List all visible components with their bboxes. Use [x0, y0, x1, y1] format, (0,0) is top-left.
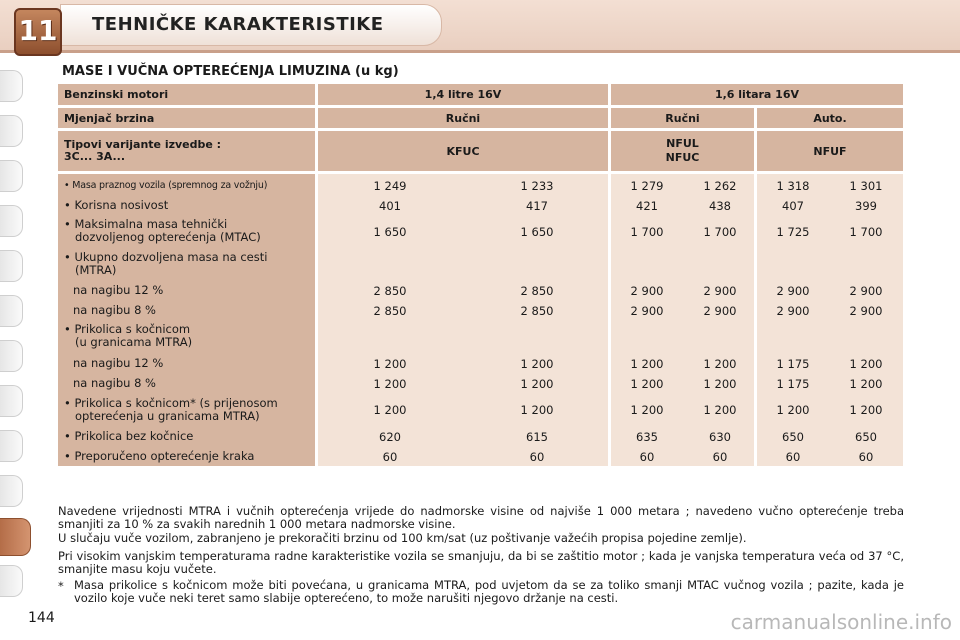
- table-cell: 1 200: [776, 403, 810, 417]
- header-engine-2: 1,6 litara 16V: [611, 84, 903, 105]
- table-cell: 60: [639, 450, 655, 464]
- table-cell: 1 700: [630, 225, 664, 239]
- row-label-braked-trailer-line1: • Prikolica s kočnicom: [64, 322, 191, 336]
- table-cell: 1 200: [703, 403, 737, 417]
- page-number: 144: [28, 610, 55, 626]
- table-cell: 1 725: [776, 225, 810, 239]
- table-cell: 1 200: [373, 357, 407, 371]
- note-temperature: Pri visokim vanjskim temperaturama radne karakteristike vozila se smanjuju, da bi se zaštitio motor ; kada je vanjska temperatura veća od 37 °C, smanjite masu koju vučete.: [58, 549, 904, 576]
- section-title: MASE I VUČNA OPTEREĆENJA LIMUZINA (u kg): [62, 64, 399, 79]
- table-cell: 1 233: [520, 179, 554, 193]
- header-engine-1: 1,4 litre 16V: [318, 84, 608, 105]
- table-cell: 2 850: [373, 284, 407, 298]
- table-cell: 1 200: [849, 357, 883, 371]
- data-column-2-bg: [611, 174, 754, 466]
- table-cell: 399: [855, 199, 877, 213]
- table-cell: 1 200: [373, 403, 407, 417]
- side-tab-2[interactable]: [0, 115, 23, 147]
- row-label-empty-mass: • Masa praznog vozila (spremnog za vožnju): [64, 180, 268, 191]
- table-cell: 2 850: [373, 304, 407, 318]
- table-cell: 438: [709, 199, 731, 213]
- row-label-mtac: [64, 218, 261, 244]
- row-label-mtra-line2: (MTRA): [75, 263, 117, 277]
- header-type-label-line1: Tipovi varijante izvedbe :: [64, 138, 222, 151]
- row-label-braked-trailer-line2: (u granicama MTRA): [75, 335, 193, 349]
- table-cell: 401: [379, 199, 401, 213]
- header-type-3: NFUF: [757, 131, 903, 171]
- table-cell: 1 200: [630, 377, 664, 391]
- header-gearbox-3: Auto.: [757, 108, 903, 128]
- table-cell: 417: [526, 199, 548, 213]
- table-cell: 620: [379, 430, 401, 444]
- table-cell: 1 200: [849, 377, 883, 391]
- table-cell: 1 200: [520, 357, 554, 371]
- table-cell: 1 200: [520, 403, 554, 417]
- row-label-nose-weight: • Preporučeno opterećenje kraka: [64, 449, 255, 463]
- chapter-number-badge: 11: [14, 8, 62, 56]
- table-cell: 1 200: [703, 357, 737, 371]
- table-cell: 650: [855, 430, 877, 444]
- table-cell: 60: [712, 450, 728, 464]
- table-cell: 2 900: [630, 284, 664, 298]
- footnote-mark: *: [58, 579, 64, 593]
- side-tab-4[interactable]: [0, 205, 23, 237]
- table-cell: 421: [636, 199, 658, 213]
- table-cell: 60: [529, 450, 545, 464]
- row-label-mtra-12: na nagibu 12 %: [73, 283, 164, 297]
- table-cell: 615: [526, 430, 548, 444]
- side-tab-8[interactable]: [0, 385, 23, 417]
- table-cell: 1 249: [373, 179, 407, 193]
- row-label-braked-transfer-line2: opterećenja u granicama MTRA): [75, 409, 260, 423]
- header-gearbox-label: Mjenjač brzina: [58, 108, 315, 128]
- header-engine-label: Benzinski motori: [58, 84, 315, 105]
- side-tab-1[interactable]: [0, 70, 23, 102]
- table-cell: 1 175: [776, 377, 810, 391]
- side-tab-7[interactable]: [0, 340, 23, 372]
- table-cell: 1 700: [849, 225, 883, 239]
- row-label-mtra-line1: • Ukupno dozvoljena masa na cesti: [64, 250, 268, 264]
- row-label-braked-trailer: [64, 323, 192, 349]
- table-cell: 2 850: [520, 304, 554, 318]
- header-type-2-line1: NFUL: [666, 137, 699, 150]
- table-cell: 1 700: [703, 225, 737, 239]
- side-tab-3[interactable]: [0, 160, 23, 192]
- table-cell: 2 900: [776, 304, 810, 318]
- table-cell: 407: [782, 199, 804, 213]
- row-label-mtac-line1: • Maksimalna masa tehnički: [64, 217, 228, 231]
- header-gearbox-1: Ručni: [318, 108, 608, 128]
- table-cell: 1 200: [520, 377, 554, 391]
- table-cell: 1 200: [630, 403, 664, 417]
- table-cell: 635: [636, 430, 658, 444]
- row-label-braked-8: na nagibu 8 %: [73, 376, 156, 390]
- row-label-braked-12: na nagibu 12 %: [73, 356, 164, 370]
- table-cell: 1 650: [520, 225, 554, 239]
- header-type-2-line2: NFUC: [665, 151, 700, 164]
- table-cell: 1 200: [703, 377, 737, 391]
- side-tab-9[interactable]: [0, 430, 23, 462]
- table-cell: 60: [858, 450, 874, 464]
- table-cell: 2 900: [776, 284, 810, 298]
- note-speed-limit: U slučaju vuče vozilom, zabranjeno je prekoračiti brzinu od 100 km/sat (uz poštivanje važećih propisa pojedine zemlje).: [58, 531, 747, 545]
- table-cell: 2 900: [703, 284, 737, 298]
- table-cell: 1 279: [630, 179, 664, 193]
- table-cell: 60: [785, 450, 801, 464]
- table-cell: 1 650: [373, 225, 407, 239]
- table-cell: 1 318: [776, 179, 810, 193]
- side-tab-10[interactable]: [0, 475, 23, 507]
- table-cell: 1 262: [703, 179, 737, 193]
- data-column-3-bg: [757, 174, 903, 466]
- header-type-2: [611, 131, 754, 171]
- row-label-braked-transfer: [64, 397, 278, 423]
- table-cell: 650: [782, 430, 804, 444]
- header-type-1: KFUC: [318, 131, 608, 171]
- watermark: carmanualsonline.info: [730, 610, 952, 634]
- header-divider: [0, 50, 960, 53]
- table-cell: 2 850: [520, 284, 554, 298]
- side-tab-12[interactable]: [0, 565, 23, 597]
- side-tab-6[interactable]: [0, 295, 23, 327]
- row-label-braked-transfer-line1: • Prikolica s kočnicom* (s prijenosom: [64, 396, 278, 410]
- side-tab-11-active[interactable]: [0, 518, 31, 556]
- header-type-label: [58, 131, 315, 171]
- table-cell: 1 301: [849, 179, 883, 193]
- row-label-payload: • Korisna nosivost: [64, 198, 169, 212]
- header-gearbox-2: Ručni: [611, 108, 754, 128]
- side-tab-5[interactable]: [0, 250, 23, 282]
- table-cell: 2 900: [630, 304, 664, 318]
- note-altitude: Navedene vrijednosti MTRA i vučnih opterećenja vrijede do nadmorske visine od najviše 1 000 metara ; navedeno vučno opterećenje treba smanjiti za 10 % za svakih narednih 1 000 metara nadmorske visine.: [58, 504, 904, 531]
- table-cell: 2 900: [849, 284, 883, 298]
- table-cell: 2 900: [849, 304, 883, 318]
- row-label-mtac-line2: dozvoljenog opterećenja (MTAC): [75, 230, 261, 244]
- header-type-label-line2: 3C... 3A...: [64, 150, 125, 163]
- row-label-mtra: [64, 251, 267, 277]
- row-label-mtra-8: na nagibu 8 %: [73, 303, 156, 317]
- chapter-title: TEHNIČKE KARAKTERISTIKE: [92, 14, 384, 35]
- data-column-1-bg: [318, 174, 608, 466]
- table-cell: 630: [709, 430, 731, 444]
- table-cell: 1 200: [849, 403, 883, 417]
- table-cell: 60: [382, 450, 398, 464]
- row-label-unbraked-trailer: • Prikolica bez kočnice: [64, 429, 194, 443]
- note-footnote: Masa prikolice s kočnicom može biti povećana, u granicama MTRA, pod uvjetom da se za toliko smanji MTAC vučnog vozila ; pazite, kada je vozilo koje vuče neki teret samo slabije opterećeno, to može narušiti njegovo držanje na cesti.: [74, 578, 904, 605]
- table-cell: 1 200: [630, 357, 664, 371]
- table-cell: 1 200: [373, 377, 407, 391]
- table-cell: 1 175: [776, 357, 810, 371]
- table-cell: 2 900: [703, 304, 737, 318]
